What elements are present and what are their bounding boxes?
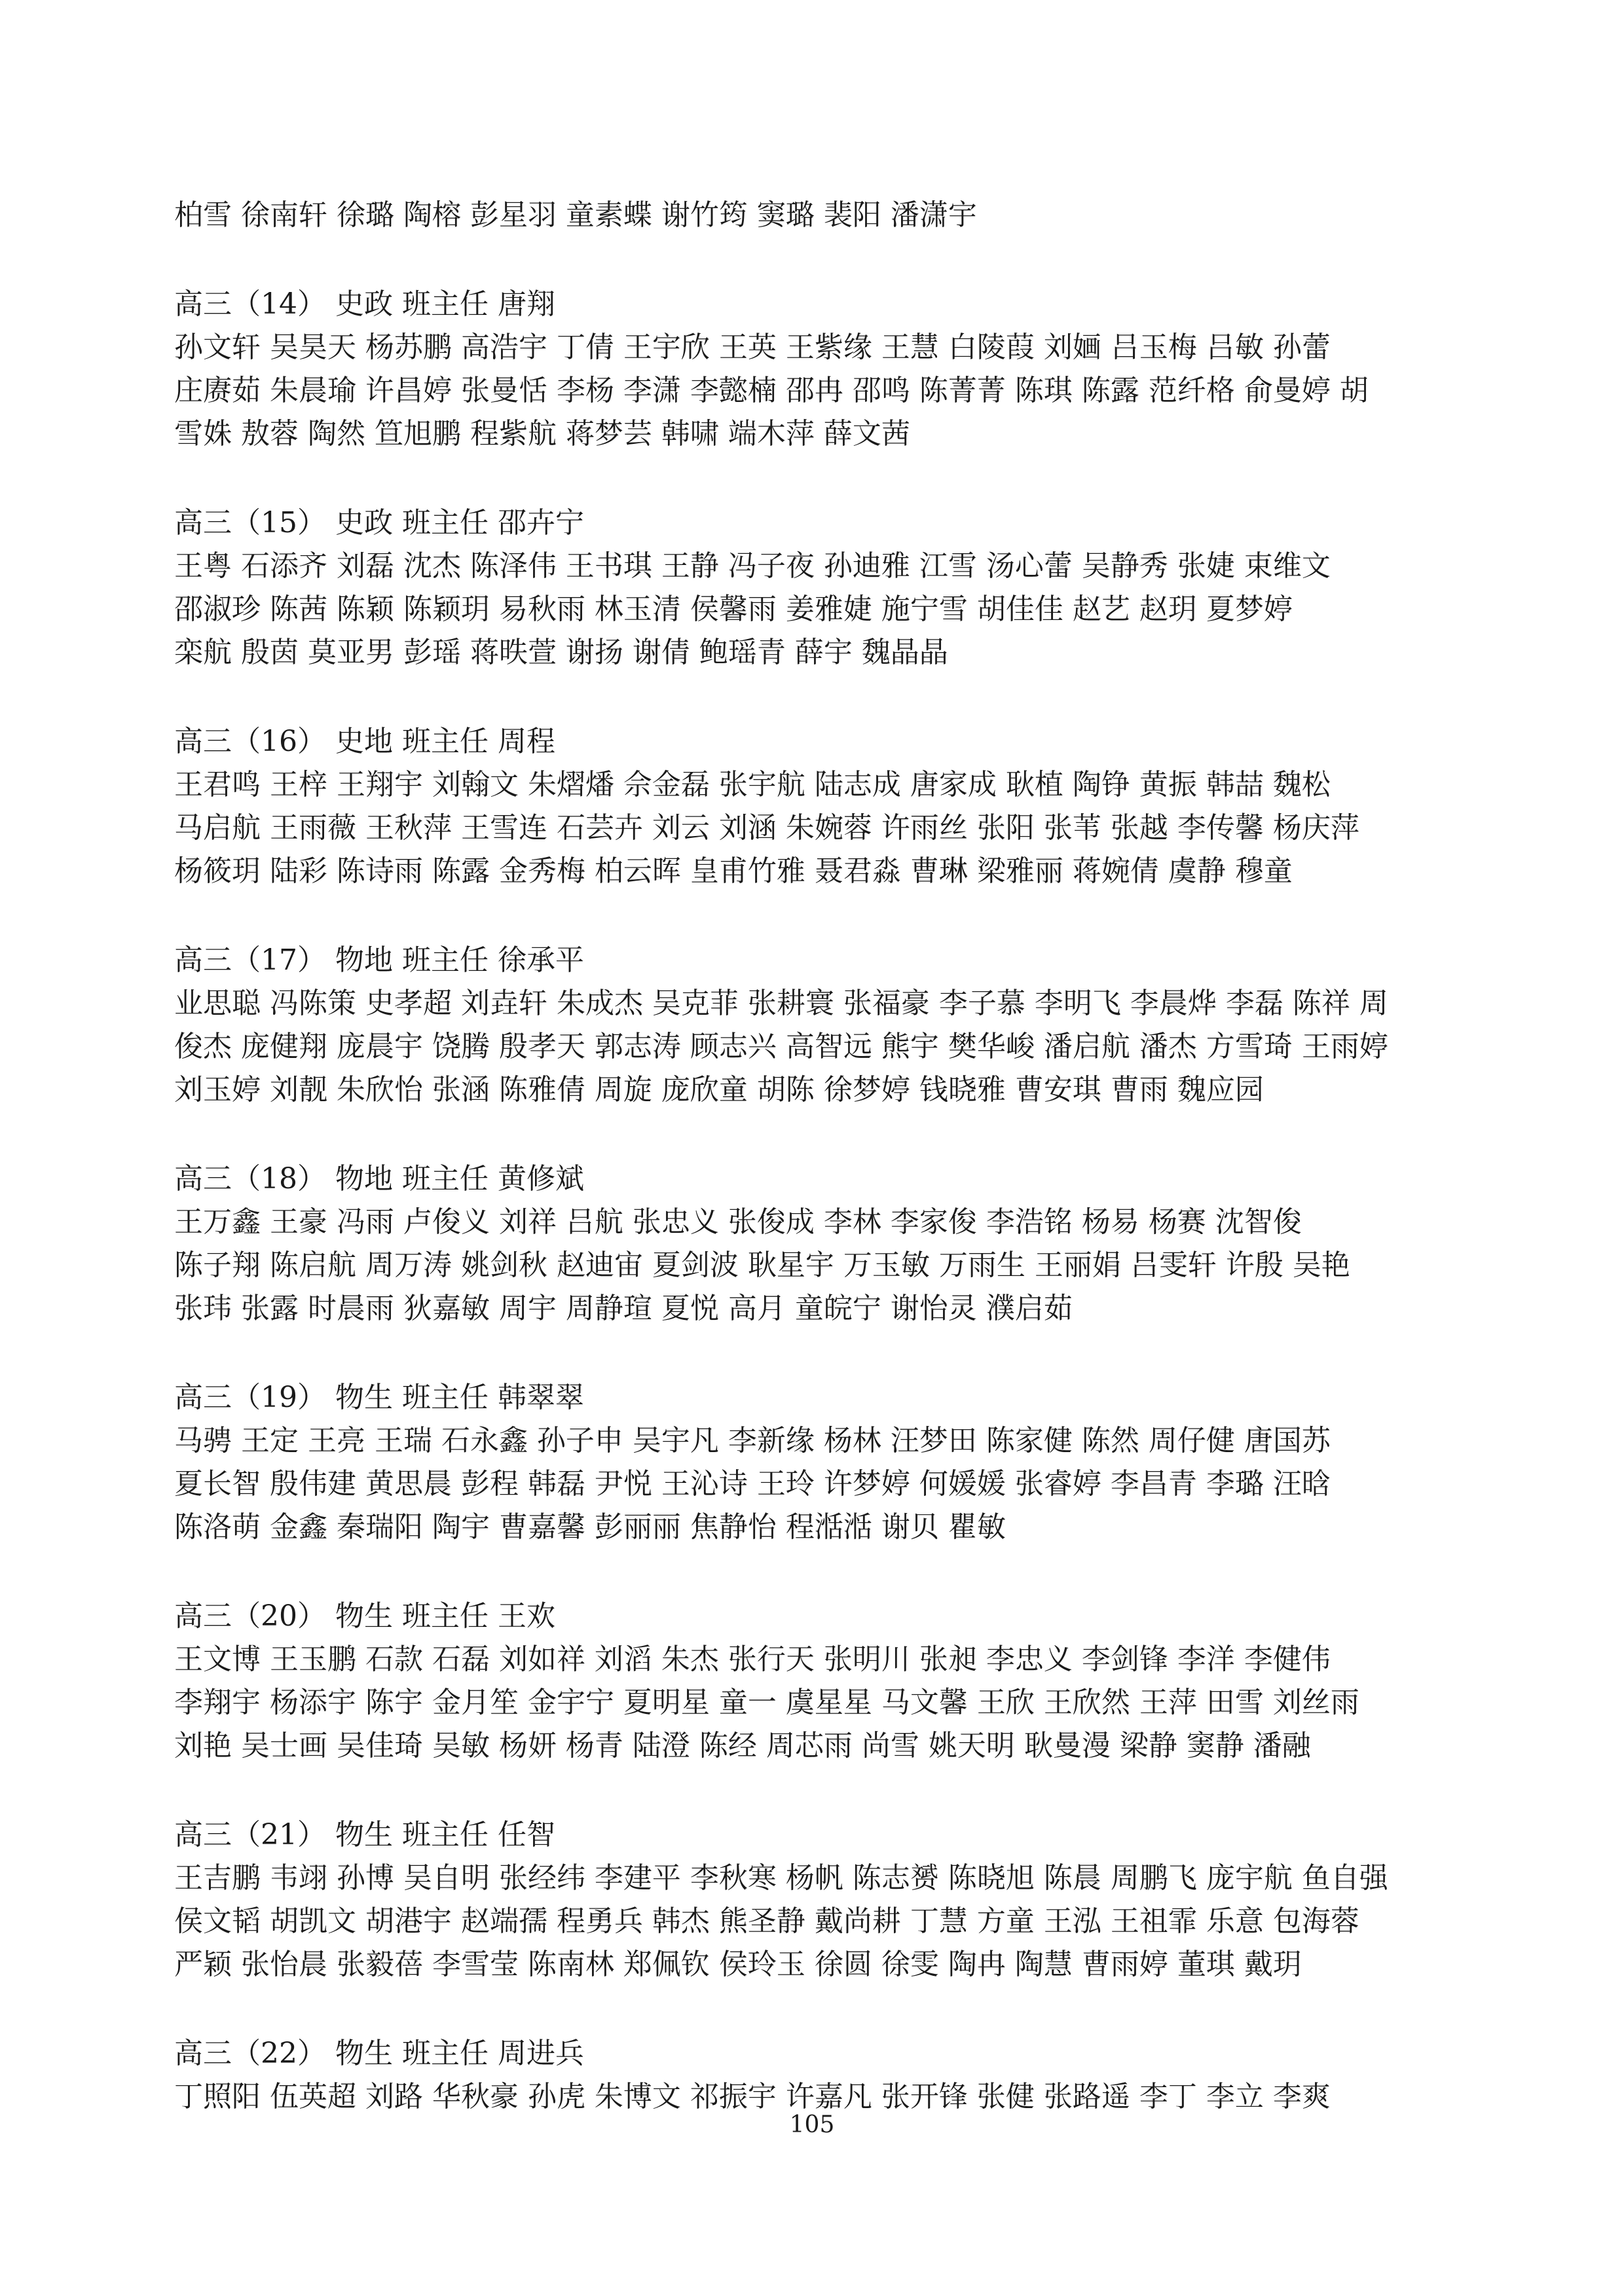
name-line: 刘艳 吴士画 吴佳琦 吴敏 杨妍 杨青 陆澄 陈经 周芯雨 尚雪 姚天明 耿曼漫 梁静 窦静 潘融 <box>174 1729 1311 1762</box>
class-section-16 <box>174 720 1458 893</box>
name-line: 马骋 王定 王亮 王瑞 石永鑫 孙子申 吴宇凡 李新缘 杨林 汪梦田 陈家健 陈然 周仔健 唐国苏 <box>174 1424 1331 1457</box>
class-section-21 <box>174 1813 1458 1986</box>
name-line: 陈子翔 陈启航 周万涛 姚剑秋 赵迪宙 夏剑波 耿星宇 万玉敏 万雨生 王丽娟 吕雯轩 许殷 吴艳 <box>174 1248 1350 1282</box>
class-header: 高三（20） 物生 班主任 王欢 <box>174 1599 555 1633</box>
page-body <box>174 194 1458 2119</box>
page-number: 105 <box>789 2111 835 2138</box>
class-section-14 <box>174 283 1458 456</box>
name-line: 王君鸣 王梓 王翔宇 刘翰文 朱熠燔 佘金磊 张宇航 陆志成 唐家成 耿植 陶铮 黄振 韩喆 魏松 <box>174 768 1331 801</box>
name-line: 刘玉婷 刘靓 朱欣怡 张涵 陈雅倩 周旋 庞欣童 胡陈 徐梦婷 钱晓雅 曹安琪 曹雨 魏应园 <box>174 1073 1264 1106</box>
class-section-20 <box>174 1595 1458 1768</box>
name-line: 业思聪 冯陈策 史孝超 刘垚轩 朱成杰 吴克菲 张耕寰 张福豪 李子慕 李明飞 李晨烨 李磊 陈祥 周 <box>174 987 1388 1020</box>
name-line: 侯文韬 胡凯文 胡港宇 赵端孺 程勇兵 韩杰 熊圣静 戴尚耕 丁慧 方童 王泓 王祖霏 乐意 包海蓉 <box>174 1904 1359 1938</box>
name-line: 王粤 石添齐 刘磊 沈杰 陈泽伟 王书琪 王静 冯子夜 孙迪雅 江雪 汤心蕾 吴静秀 张婕 束维文 <box>174 549 1331 583</box>
class-header: 高三（17） 物地 班主任 徐承平 <box>174 943 584 977</box>
name-line: 丁照阳 伍英超 刘路 华秋豪 孙虎 朱博文 祁振宇 许嘉凡 张开锋 张健 张路遥 李丁 李立 李爽 <box>174 2080 1331 2113</box>
name-line: 王吉鹏 韦翊 孙博 吴自明 张经纬 李建平 李秋寒 杨帆 陈志赟 陈晓旭 陈晨 周鹏飞 庞宇航 鱼自强 <box>174 1861 1388 1895</box>
name-line: 栾航 殷茵 莫亚男 彭瑶 蒋昳萱 谢扬 谢倩 鲍瑶青 薛宇 魏晶晶 <box>174 636 948 669</box>
name-line: 夏长智 殷伟建 黄思晨 彭程 韩磊 尹悦 王沁诗 王玲 许梦婷 何媛媛 张睿婷 李昌青 李璐 汪晗 <box>174 1467 1331 1501</box>
name-line: 俊杰 庞健翔 庞晨宇 饶腾 殷孝天 郭志涛 顾志兴 高智远 熊宇 樊华峻 潘启航 潘杰 方雪琦 王雨婷 <box>174 1030 1388 1063</box>
name-line: 杨筱玥 陆彩 陈诗雨 陈露 金秀梅 柏云晖 皇甫竹雅 聂君淼 曹琳 梁雅丽 蒋婉倩 虞静 穆童 <box>174 854 1293 888</box>
name-line: 李翔宇 杨添宇 陈宇 金月笙 金宇宁 夏明星 童一 虞星星 马文馨 王欣 王欣然 王萍 田雪 刘丝雨 <box>174 1686 1359 1719</box>
name-line: 王文博 王玉鹏 石款 石磊 刘如祥 刘滔 朱杰 张行天 张明川 张昶 李忠义 李剑锋 李洋 李健伟 <box>174 1643 1331 1676</box>
name-line: 陈洛萌 金鑫 秦瑞阳 陶宇 曹嘉馨 彭丽丽 焦静怡 程湉湉 谢贝 瞿敏 <box>174 1510 1006 1544</box>
class-header: 高三（15） 史政 班主任 邵卉宁 <box>174 506 584 539</box>
class-section-15 <box>174 501 1458 674</box>
name-line: 严颖 张怡晨 张毅蓓 李雪莹 陈南林 郑佩钦 侯玲玉 徐圆 徐雯 陶冉 陶慧 曹雨婷 董琪 戴玥 <box>174 1948 1302 1981</box>
name-line: 柏雪 徐南轩 徐璐 陶榕 彭星羽 童素蝶 谢竹筠 窦璐 裴阳 潘潇宇 <box>174 198 977 232</box>
name-line: 马启航 王雨薇 王秋萍 王雪连 石芸卉 刘云 刘涵 朱婉蓉 许雨丝 张阳 张苇 张越 李传馨 杨庆萍 <box>174 811 1359 845</box>
name-line: 雪姝 敖蓉 陶然 笪旭鹏 程紫航 蒋梦芸 韩啸 端木萍 薛文茜 <box>174 417 910 450</box>
name-line: 孙文轩 吴昊天 杨苏鹏 高浩宇 丁倩 王宇欣 王英 王紫缘 王慧 白陵葭 刘婳 吕玉梅 吕敏 孙蕾 <box>174 331 1331 364</box>
name-line: 邵淑珍 陈茜 陈颖 陈颖玥 易秋雨 林玉清 侯馨雨 姜雅婕 施宁雪 胡佳佳 赵艺 赵玥 夏梦婷 <box>174 592 1293 626</box>
class-header: 高三（21） 物生 班主任 任智 <box>174 1818 555 1851</box>
class-section-18 <box>174 1157 1458 1330</box>
class-section-22 <box>174 2032 1458 2119</box>
name-line: 张玮 张露 时晨雨 狄嘉敏 周宇 周静瑄 夏悦 高月 童皖宁 谢怡灵 濮启茹 <box>174 1292 1073 1325</box>
class-header: 高三（19） 物生 班主任 韩翠翠 <box>174 1381 584 1414</box>
name-line: 庄赓茹 朱晨瑜 许昌婷 张曼恬 李杨 李潇 李懿楠 邵冉 邵鸣 陈菁菁 陈琪 陈露 范纤格 俞曼婷 胡 <box>174 374 1369 407</box>
class-header: 高三（16） 史地 班主任 周程 <box>174 725 555 758</box>
intro-block <box>174 194 1458 237</box>
class-section-19 <box>174 1376 1458 1549</box>
class-header: 高三（14） 史政 班主任 唐翔 <box>174 287 555 321</box>
class-header: 高三（22） 物生 班主任 周进兵 <box>174 2037 584 2070</box>
class-header: 高三（18） 物地 班主任 黄修斌 <box>174 1162 584 1195</box>
name-line: 王万鑫 王豪 冯雨 卢俊义 刘祥 吕航 张忠义 张俊成 李林 李家俊 李浩铭 杨易 杨赛 沈智俊 <box>174 1205 1302 1239</box>
class-section-17 <box>174 939 1458 1112</box>
